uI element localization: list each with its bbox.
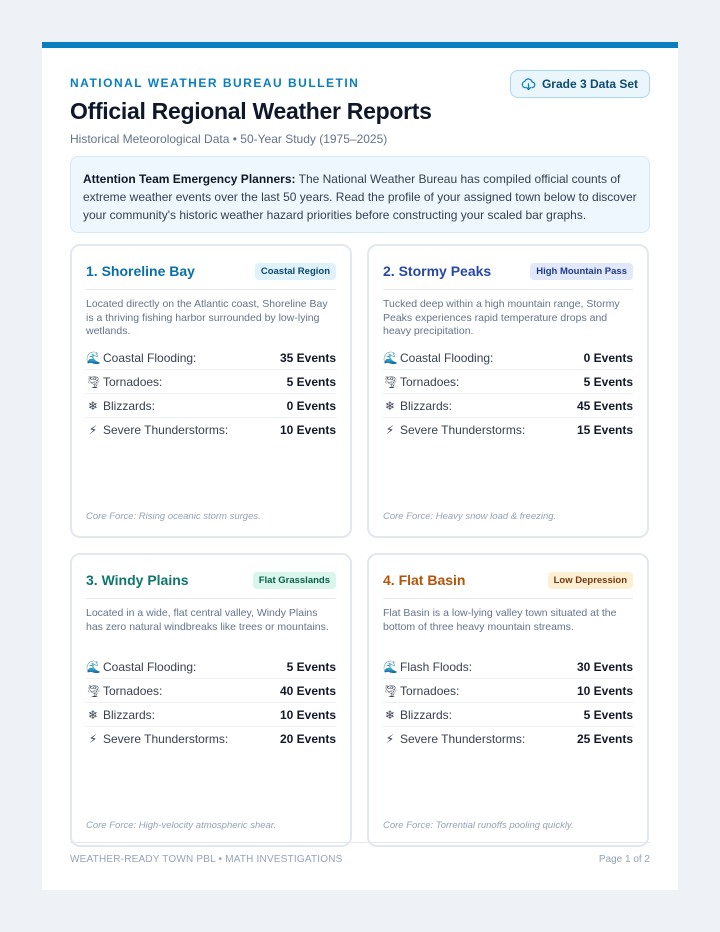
region-tag: High Mountain Pass — [530, 263, 633, 280]
bulletin-kicker: NATIONAL WEATHER BUREAU BULLETIN — [70, 76, 360, 90]
hazard-label: Severe Thunderstorms: — [400, 732, 526, 746]
core-force-note: Core Force: Torrential runoffs pooling quickly. — [383, 820, 574, 831]
hazard-row — [383, 418, 633, 442]
card-divider — [383, 598, 633, 599]
snowflake-icon: ❄ — [384, 398, 396, 413]
hazard-count: 5 Events — [286, 659, 336, 674]
hazard-count: 5 Events — [286, 374, 336, 389]
hazard-row — [86, 370, 336, 394]
data-set-badge — [510, 70, 650, 98]
hazard-count: 30 Events — [576, 659, 633, 674]
lightning-icon: ⚡ — [88, 423, 98, 437]
hazard-row — [86, 655, 336, 679]
snowflake-icon: ❄ — [87, 398, 99, 413]
footer-left: WEATHER-READY TOWN PBL • MATH INVESTIGATIONS — [70, 854, 343, 865]
page-subtitle: Historical Meteorological Data • 50-Year Study (1975–2025) — [70, 132, 388, 146]
hazard-count: 0 Events — [583, 350, 633, 365]
hazard-count: 15 Events — [576, 423, 633, 437]
card-header — [86, 259, 336, 283]
hazard-count: 10 Events — [576, 683, 633, 698]
town-card — [367, 553, 649, 847]
notice-lead: Attention Team Emergency Planners: — [83, 172, 296, 186]
hazard-label: Severe Thunderstorms: — [103, 423, 229, 437]
hazard-count: 10 Events — [279, 707, 336, 722]
hazard-list — [383, 655, 633, 751]
hazard-label-group — [383, 423, 525, 437]
town-card — [70, 244, 352, 538]
hazard-label: Severe Thunderstorms: — [103, 732, 229, 746]
hazard-label: Blizzards: — [400, 707, 453, 722]
hazard-count: 45 Events — [576, 398, 633, 413]
hazard-label-group — [383, 351, 493, 365]
hazard-label-group — [86, 423, 228, 437]
town-description: Tucked deep within a high mountain range, Stormy Peaks experiences rapid temperature drops and heavy precipitation. — [383, 298, 620, 337]
hazard-label-group — [383, 375, 459, 389]
page-title: Official Regional Weather Reports — [70, 98, 432, 124]
hazard-label-group — [86, 399, 155, 413]
hazard-label-group — [383, 708, 452, 722]
hazard-count: 0 Events — [286, 398, 336, 413]
region-tag: Flat Grasslands — [253, 572, 336, 589]
hazard-label: Coastal Flooding: — [103, 659, 197, 674]
region-tag: Coastal Region — [255, 263, 336, 280]
hazard-row — [86, 727, 336, 751]
town-description: Flat Basin is a low-lying valley town situated at the bottom of three heavy mountain streams. — [383, 607, 617, 633]
town-name: 2. Stormy Peaks — [383, 263, 492, 279]
snowflake-icon: ❄ — [87, 707, 99, 722]
town-description: Located directly on the Atlantic coast, Shoreline Bay is a thriving fishing harbor surrounded by low-lying wetlands. — [86, 298, 328, 337]
hazard-label-group — [86, 660, 196, 674]
footer-divider — [70, 842, 650, 843]
town-name: 1. Shoreline Bay — [86, 263, 195, 279]
hazard-list — [383, 346, 633, 442]
hazard-row — [86, 346, 336, 370]
hazard-label-group — [86, 375, 162, 389]
hazard-label-group — [86, 684, 162, 698]
wave-icon: 🌊 — [383, 350, 398, 365]
hazard-label-group — [86, 351, 196, 365]
data-set-badge-label: Grade 3 Data Set — [541, 77, 638, 91]
hazard-label: Coastal Flooding: — [400, 350, 494, 365]
card-divider — [383, 289, 633, 290]
hazard-count: 40 Events — [279, 683, 336, 698]
hazard-label: Tornadoes: — [400, 683, 460, 698]
hazard-count: 5 Events — [583, 707, 633, 722]
attention-notice — [70, 156, 650, 233]
hazard-row — [383, 655, 633, 679]
hazard-row — [86, 394, 336, 418]
hazard-row — [86, 679, 336, 703]
snowflake-icon: ❄ — [384, 707, 396, 722]
hazard-row — [383, 394, 633, 418]
card-header — [383, 259, 633, 283]
hazard-label: Tornadoes: — [103, 374, 163, 389]
core-force-note: Core Force: Heavy snow load & freezing. — [383, 511, 557, 522]
cloud-download-icon — [521, 77, 536, 92]
wave-icon: 🌊 — [383, 659, 398, 674]
hazard-label: Blizzards: — [103, 707, 156, 722]
hazard-row — [86, 418, 336, 442]
wave-icon: 🌊 — [86, 659, 101, 674]
hazard-label: Blizzards: — [103, 398, 156, 413]
hazard-label-group — [86, 732, 228, 746]
lightning-icon: ⚡ — [385, 423, 395, 437]
hazard-row — [383, 679, 633, 703]
card-header — [383, 568, 633, 592]
town-name: 4. Flat Basin — [383, 572, 466, 588]
lightning-icon: ⚡ — [385, 732, 395, 746]
hazard-count: 5 Events — [583, 374, 633, 389]
tornado-icon: 🌪 — [86, 374, 102, 389]
town-name: 3. Windy Plains — [86, 572, 189, 588]
hazard-label-group — [383, 684, 459, 698]
hazard-row — [383, 703, 633, 727]
hazard-list — [86, 346, 336, 442]
hazard-row — [383, 727, 633, 751]
hazard-label: Tornadoes: — [103, 683, 163, 698]
hazard-row — [383, 370, 633, 394]
lightning-icon: ⚡ — [88, 732, 98, 746]
hazard-label-group — [383, 399, 452, 413]
core-force-note: Core Force: High-velocity atmospheric shear. — [86, 820, 277, 831]
bulletin-page — [42, 42, 678, 890]
wave-icon: 🌊 — [86, 350, 101, 365]
hazard-label-group — [383, 660, 472, 674]
card-divider — [86, 598, 336, 599]
tornado-icon: 🌪 — [86, 683, 102, 698]
town-description: Located in a wide, flat central valley, Windy Plains has zero natural windbreaks like trees or mountains. — [86, 607, 329, 633]
hazard-count: 35 Events — [279, 350, 336, 365]
tornado-icon: 🌪 — [383, 374, 399, 389]
hazard-row — [86, 703, 336, 727]
hazard-list — [86, 655, 336, 751]
tornado-icon: 🌪 — [383, 683, 399, 698]
hazard-label: Coastal Flooding: — [103, 350, 197, 365]
hazard-row — [383, 346, 633, 370]
core-force-note: Core Force: Rising oceanic storm surges. — [86, 511, 261, 522]
hazard-label-group — [383, 732, 525, 746]
page-number: Page 1 of 2 — [598, 854, 650, 865]
hazard-count: 25 Events — [576, 732, 633, 746]
hazard-count: 10 Events — [279, 423, 336, 437]
town-card — [367, 244, 649, 538]
notice-body: The National Weather Bureau has compiled official counts of extreme weather events over the last 50 years. Read the profile of your assigned town below to discover your community's historic weather hazard priorities before constructing your scaled bar graphs. — [83, 172, 637, 222]
card-divider — [86, 289, 336, 290]
hazard-label-group — [86, 708, 155, 722]
region-tag: Low Depression — [548, 572, 633, 589]
hazard-label: Tornadoes: — [400, 374, 460, 389]
town-card — [70, 553, 352, 847]
hazard-count: 20 Events — [279, 732, 336, 746]
hazard-label: Blizzards: — [400, 398, 453, 413]
card-header — [86, 568, 336, 592]
hazard-label: Flash Floods: — [400, 659, 473, 674]
hazard-label: Severe Thunderstorms: — [400, 423, 526, 437]
